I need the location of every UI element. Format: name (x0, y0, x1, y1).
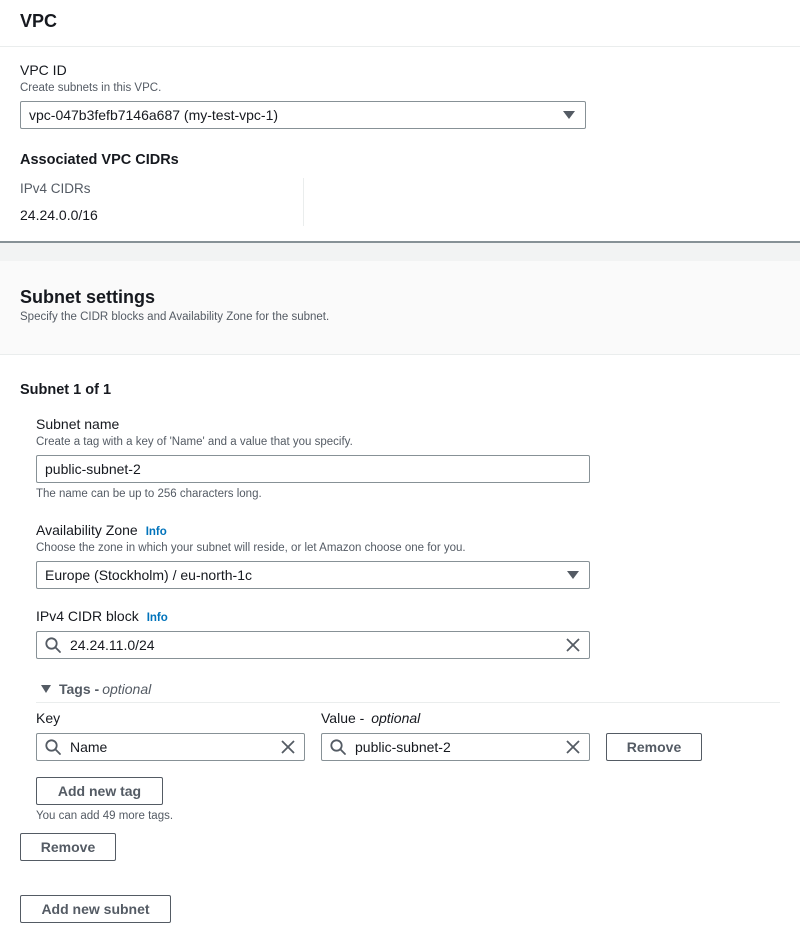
add-new-subnet-button[interactable]: Add new subnet (20, 895, 171, 923)
availability-zone-label (36, 522, 167, 538)
tags-divider (36, 702, 780, 703)
clear-icon[interactable] (280, 739, 296, 755)
cidr-info-link[interactable]: Info (146, 612, 168, 624)
tag-key-input[interactable] (36, 733, 305, 761)
subnet-name-input[interactable] (36, 455, 590, 483)
associated-cidrs-heading: Associated VPC CIDRs (20, 152, 179, 168)
subnet-heading: Subnet 1 of 1 (20, 382, 112, 398)
subnet-settings-description: Specify the CIDR blocks and Availability Zone for the subnet. (20, 311, 330, 323)
add-new-tag-button[interactable]: Add new tag (36, 777, 163, 805)
vpc-header-divider (0, 46, 800, 47)
subnet-settings-title: Subnet settings (20, 287, 156, 307)
cidr-column-divider (303, 178, 304, 226)
tags-title-optional: optional (102, 681, 152, 697)
cidr-block-input[interactable] (36, 631, 590, 659)
tags-hint: You can add 49 more tags. (36, 810, 174, 822)
vpc-id-value: vpc-047b3fefb7146a687 (my-test-vpc-1) (29, 107, 279, 123)
cidr-block-label (36, 608, 168, 624)
subnet-name-description: Create a tag with a key of 'Name' and a value that you specify. (36, 436, 353, 448)
cidr-block-label-text: IPv4 CIDR block (36, 608, 139, 624)
availability-zone-value: Europe (Stockholm) / eu-north-1c (45, 567, 252, 583)
availability-zone-description: Choose the zone in which your subnet will reside, or let Amazon choose one for you. (36, 542, 466, 554)
remove-subnet-button[interactable]: Remove (20, 833, 116, 861)
vpc-section-title: VPC (20, 11, 58, 31)
subnet-name-label: Subnet name (36, 416, 120, 432)
tag-key-label: Key (36, 710, 61, 726)
availability-zone-select[interactable] (36, 561, 590, 589)
ipv4-cidrs-value: 24.24.0.0/16 (20, 207, 98, 223)
tag-value-input[interactable] (321, 733, 590, 761)
search-icon (329, 738, 347, 756)
clear-icon[interactable] (565, 637, 581, 653)
section-gap (0, 243, 800, 261)
ipv4-cidrs-label: IPv4 CIDRs (20, 181, 91, 196)
az-info-link[interactable]: Info (145, 526, 167, 538)
tags-expander[interactable] (40, 681, 151, 697)
vpc-id-description: Create subnets in this VPC. (20, 82, 162, 94)
remove-tag-button[interactable]: Remove (606, 733, 702, 761)
tag-value-label-text: Value - (321, 710, 369, 726)
search-icon (44, 636, 62, 654)
caret-down-icon (40, 684, 52, 694)
vpc-id-select[interactable] (20, 101, 586, 129)
tag-key-value: Name (70, 739, 108, 755)
subnet-name-value: public-subnet-2 (45, 461, 141, 477)
caret-down-icon (563, 111, 575, 119)
tag-value-label-optional: optional (371, 710, 421, 726)
clear-icon[interactable] (565, 739, 581, 755)
subnet-name-hint: The name can be up to 256 characters long. (36, 488, 262, 500)
availability-zone-label-text: Availability Zone (36, 522, 138, 538)
tags-title: Tags - (59, 681, 100, 697)
subnet-settings-header (0, 261, 800, 355)
caret-down-icon (567, 571, 579, 579)
search-icon (44, 738, 62, 756)
tag-value-label (321, 710, 420, 726)
vpc-id-label: VPC ID (20, 62, 67, 78)
cidr-block-value: 24.24.11.0/24 (70, 637, 155, 653)
vpc-section (0, 0, 800, 242)
tag-value-value: public-subnet-2 (355, 739, 451, 755)
